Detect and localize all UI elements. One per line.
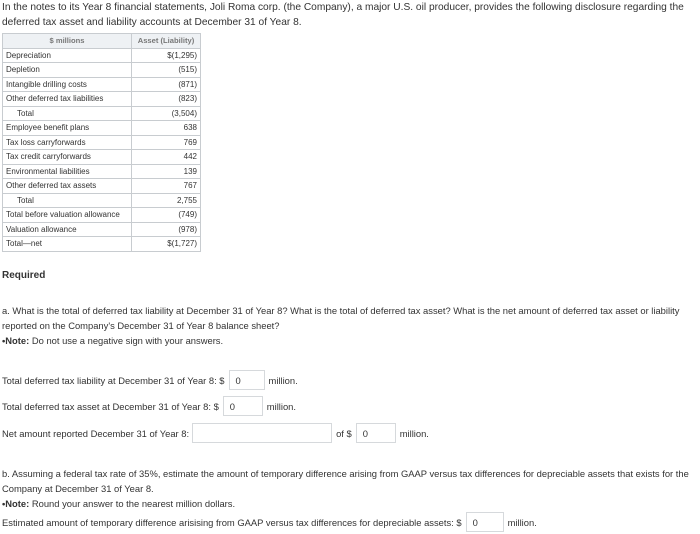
row-value: 139 [132,164,201,179]
note-label: •Note: [2,335,30,346]
table-row [3,150,201,165]
note-label: •Note: [2,498,30,509]
table-row [3,135,201,150]
column-header-millions: $ millions [3,34,132,49]
liability-label: Total deferred tax liability at December 31 of Year 8: $ [2,374,225,386]
table-row [3,179,201,194]
table-row [3,106,201,121]
net-label: Net amount reported December 31 of Year 8: [2,427,190,439]
estimate-label: Estimated amount of temporary difference arisising from GAAP versus tax differences for depreciable assets: $ [2,516,462,528]
table-row [3,92,201,107]
row-value: 2,755 [132,193,201,208]
estimate-input[interactable]: 0 [466,512,504,532]
row-value: (978) [132,222,201,237]
row-label: Other deferred tax liabilities [3,92,132,107]
row-label: Valuation allowance [3,222,132,237]
row-label: Depreciation [3,48,132,63]
note-text: Do not use a negative sign with your answers. [29,335,224,346]
row-value: $(1,295) [132,48,201,63]
row-value: 638 [132,121,201,136]
row-value: (749) [132,208,201,223]
liability-answer-line [2,369,298,391]
net-answer-line [2,422,429,444]
column-header-asset-liability: Asset (Liability) [132,34,201,49]
net-amount-input[interactable]: 0 [356,423,396,443]
row-label: Other deferred tax assets [3,179,132,194]
table-header-row [3,34,201,49]
row-label-total: Total [3,106,132,121]
unit-label: million. [507,516,537,528]
row-label: Total before valuation allowance [3,208,132,223]
row-label: Tax credit carryforwards [3,150,132,165]
row-value: (3,504) [132,106,201,121]
row-value: 442 [132,150,201,165]
table-row [3,121,201,136]
table-row [3,237,201,252]
row-value: (871) [132,77,201,92]
of-label: of $ [336,427,352,439]
row-value: 767 [132,179,201,194]
required-heading: Required [2,270,46,281]
unit-label: million. [266,400,296,412]
row-label: Intangible drilling costs [3,77,132,92]
unit-label: million. [268,374,298,386]
table-row [3,63,201,78]
table-row [3,193,201,208]
intro-paragraph: In the notes to its Year 8 financial statements, Joli Roma corp. (the Company), a major U.S. oil producer, provides the following disclosure regarding the deferred tax asset and liability accounts at December 31 of Year 8. [2,2,684,28]
unit-label: million. [399,427,429,439]
row-value: (823) [132,92,201,107]
part-b-question: b. Assuming a federal tax rate of 35%, estimate the amount of temporary difference arising from GAAP versus tax differences for depreciable assets that exists for the Company at December 31 of Year 8. [2,468,689,494]
table-row [3,48,201,63]
table-row [3,222,201,237]
table-row [3,208,201,223]
row-label-total: Total [3,193,132,208]
table-row [3,77,201,92]
net-type-select[interactable] [192,423,332,443]
row-label: Environmental liabilities [3,164,132,179]
row-label: Tax loss carryforwards [3,135,132,150]
estimate-answer-line [2,511,537,533]
part-a-note [2,333,692,348]
liability-input[interactable]: 0 [229,370,265,390]
row-value: $(1,727) [132,237,201,252]
disclosure-table [2,33,201,252]
row-label: Employee benefit plans [3,121,132,136]
asset-label: Total deferred tax asset at December 31 of Year 8: $ [2,400,219,412]
asset-answer-line [2,395,296,417]
row-label: Depletion [3,63,132,78]
row-value: (515) [132,63,201,78]
row-value: 769 [132,135,201,150]
row-label: Total—net [3,237,132,252]
part-a-question: a. What is the total of deferred tax liability at December 31 of Year 8? What is the total of deferred tax asset? What is the net amount of deferred tax asset or liability reported on the Company's December 31 of Year 8 balance sheet? [2,305,680,331]
asset-input[interactable]: 0 [223,396,263,416]
table-row [3,164,201,179]
note-text: Round your answer to the nearest million dollars. [29,498,236,509]
part-b-note [2,496,692,511]
